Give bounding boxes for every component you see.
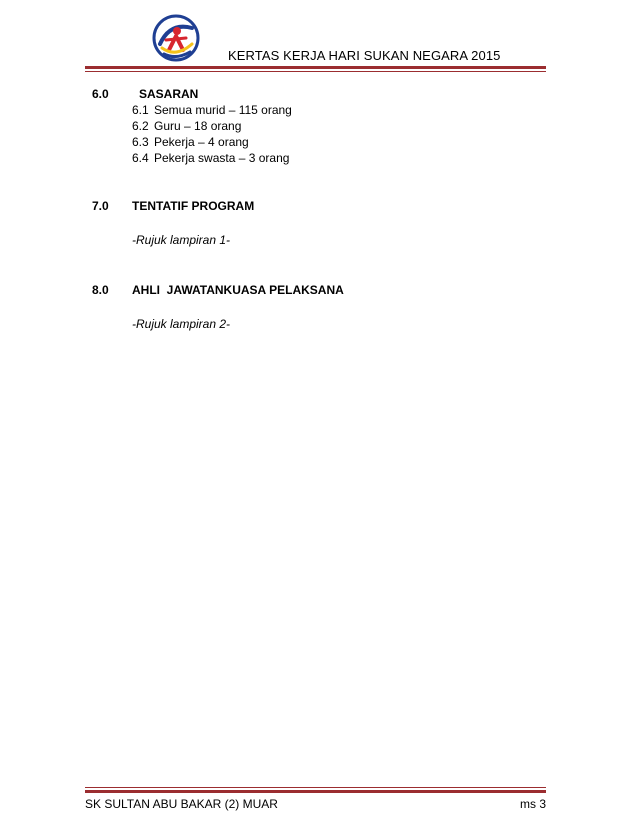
list-item-number: 6.4 bbox=[132, 151, 149, 165]
section-number-8: 8.0 bbox=[92, 283, 109, 297]
list-item-number: 6.2 bbox=[132, 119, 149, 133]
hari-sukan-negara-logo-icon bbox=[152, 14, 200, 62]
footer-school-name: SK SULTAN ABU BAKAR (2) MUAR bbox=[85, 797, 278, 811]
header-rule bbox=[85, 66, 546, 69]
footer-rule bbox=[85, 790, 546, 793]
list-item-text: Pekerja swasta – 3 orang bbox=[154, 151, 290, 165]
list-item-text: Pekerja – 4 orang bbox=[154, 135, 249, 149]
list-item bbox=[132, 151, 289, 165]
section-title-tentatif-program: TENTATIF PROGRAM bbox=[132, 199, 255, 213]
header-rule-thin bbox=[85, 71, 546, 72]
list-item bbox=[132, 135, 249, 149]
list-item-text: Semua murid – 115 orang bbox=[154, 103, 292, 117]
footer-rule-thin bbox=[85, 787, 546, 788]
list-item-number: 6.3 bbox=[132, 135, 149, 149]
section-number-6: 6.0 bbox=[92, 87, 109, 101]
section-note-lampiran-1: -Rujuk lampiran 1- bbox=[132, 233, 231, 247]
footer-page-number: ms 3 bbox=[519, 797, 546, 811]
section-number-7: 7.0 bbox=[92, 199, 109, 213]
list-item bbox=[132, 103, 292, 117]
list-item-text: Guru – 18 orang bbox=[154, 119, 242, 133]
list-item-number: 6.1 bbox=[132, 103, 149, 117]
header-title: KERTAS KERJA HARI SUKAN NEGARA 2015 bbox=[228, 48, 501, 63]
list-item bbox=[132, 119, 241, 133]
section-title-sasaran: SASARAN bbox=[139, 87, 199, 101]
section-title-ahli-jawatankuasa: AHLI JAWATANKUASA PELAKSANA bbox=[132, 283, 344, 297]
section-note-lampiran-2: -Rujuk lampiran 2- bbox=[132, 317, 231, 331]
